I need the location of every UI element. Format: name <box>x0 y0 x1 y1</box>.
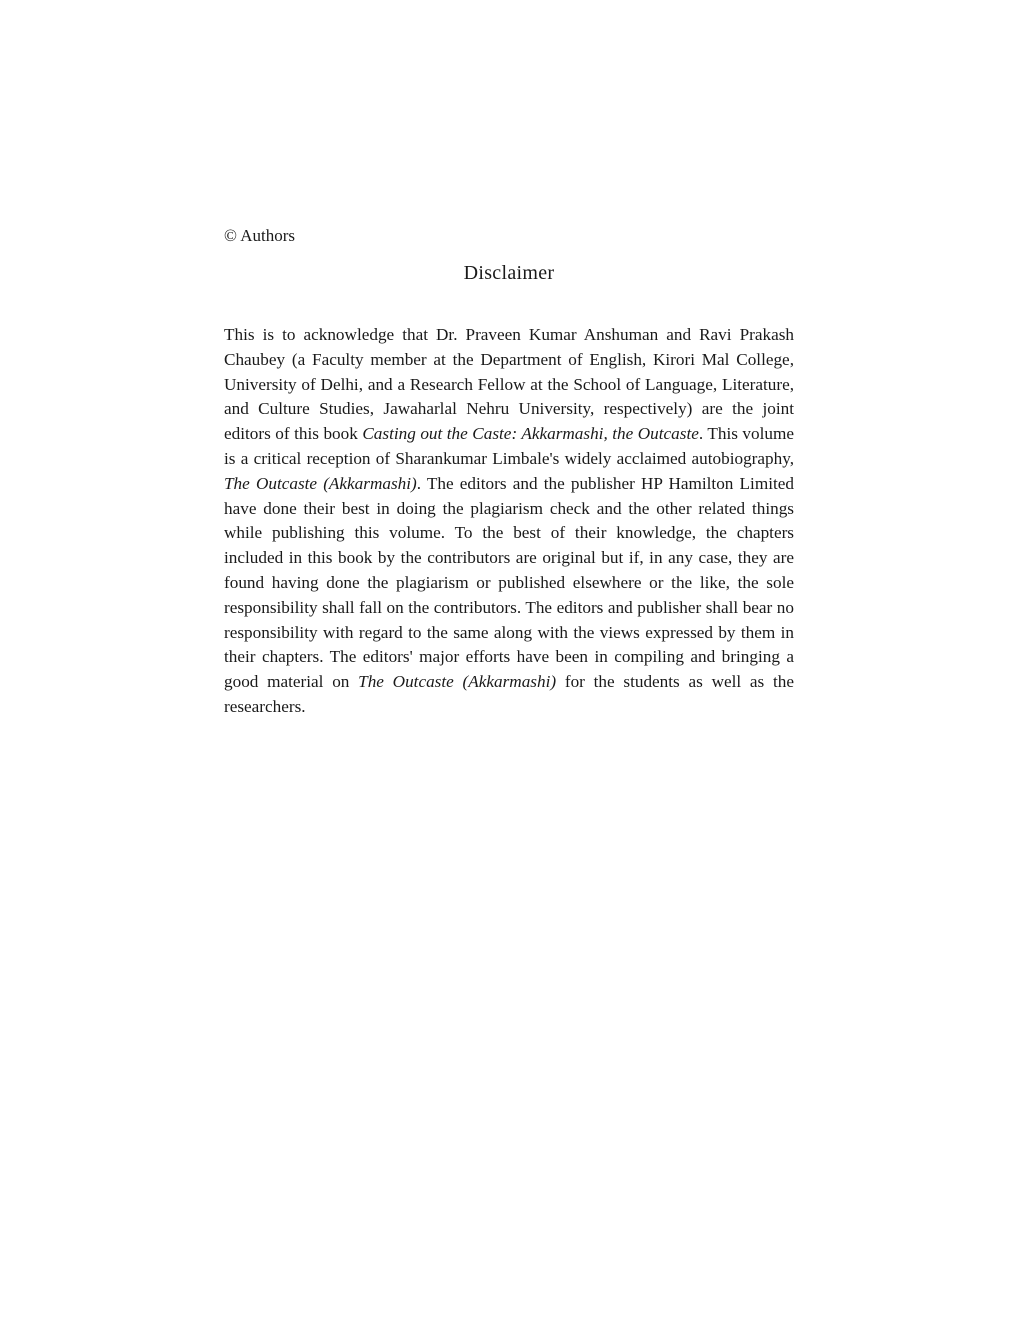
autobiography-title-repeat: The Outcaste (Akkarmashi) <box>358 672 557 692</box>
paragraph-text-4: for the students as well as the researchers. <box>224 672 794 716</box>
book-title: Casting out the Caste: Akkarmashi, the Outcaste <box>362 424 699 444</box>
paragraph-text-1: This is to acknowledge that Dr. Praveen Kumar Anshuman and Ravi Prakash Chaubey (a Faculty member at the Department of English, Kirori Mal College, University of Delhi, and a Research Fellow at the School of Language, Literature, and Culture Studies, Jawaharlal Nehru University, respectively) are the joint editors of this book <box>224 325 794 444</box>
disclaimer-paragraph <box>224 323 794 720</box>
paragraph-text-2: . This volume is a critical reception of Sharankumar Limbale's widely acclaimed autobiography, <box>224 424 794 468</box>
autobiography-title: The Outcaste (Akkarmashi) <box>224 473 417 493</box>
copyright-notice: © Authors <box>224 226 296 245</box>
page-title: Disclaimer <box>463 262 555 284</box>
paragraph-text-3: . The editors and the publisher HP Hamilton Limited have done their best in doing the plagiarism check and the other related things while publishing this volume. To the best of their knowledge, the chapters included in this book by the contributors are original but if, in any case, they are found having done the plagiarism or published elsewhere or the like, the sole responsibility shall fall on the contributors. The editors and publisher shall bear no responsibility with regard to the same along with the views expressed by them in their chapters. The editors' major efforts have been in compiling and bringing a good material on <box>224 473 794 692</box>
